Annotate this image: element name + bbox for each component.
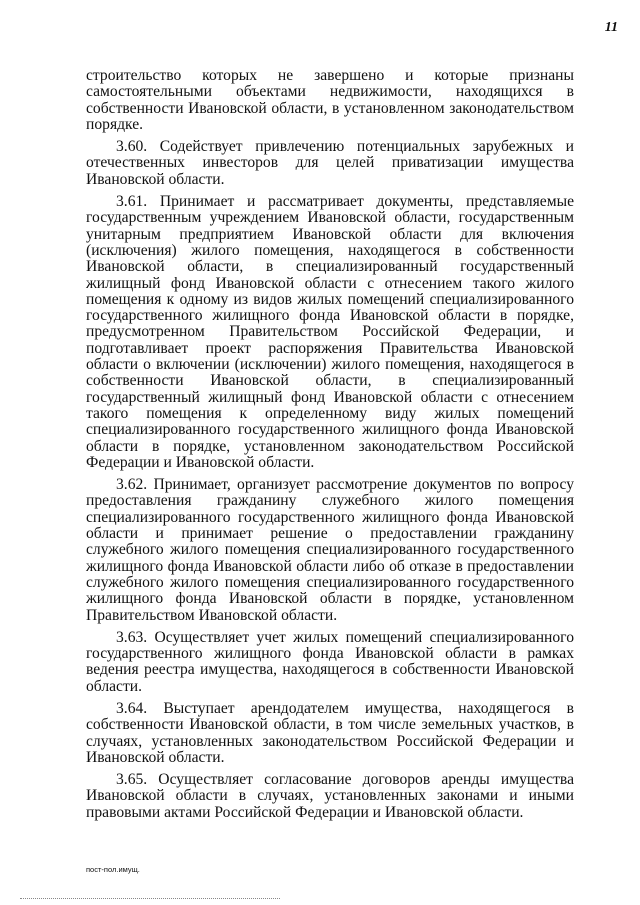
paragraph-3-60: 3.60. Содействует привлечению потенциальных зарубежных и отечественных инвесторов для целей приватизации имущества Ивановской области.	[86, 138, 574, 188]
paragraph-3-65: 3.65. Осуществляет согласование договоров аренды имущества Ивановской области в случаях, установленных законами и иными правовыми актами Российской Федерации и Ивановской области.	[86, 771, 574, 821]
paragraph-3-62: 3.62. Принимает, организует рассмотрение документов по вопросу предоставления гражданину служебного жилого помещения специализированного государственного жилищного фонда Ивановской области и принимает решение о предоставлении гражданину служебного жилого помещения специализированного государственного жилищного фонда Ивановской области либо об отказе в предоставлении служебного жилого помещения специализированного государственного жилищного фонда Ивановской области в порядке, установленном Правительством Ивановской области.	[86, 476, 574, 624]
page-number: 11	[604, 20, 618, 35]
paragraph-3-64: 3.64. Выступает арендодателем имущества, находящегося в собственности Ивановской области, в том числе земельных участков, в случаях, установленных законодательством Российской Федерации и Ивановской области.	[86, 699, 574, 766]
paragraph-3-63: 3.63. Осуществляет учет жилых помещений специализированного государственного жилищного фонда Ивановской области в рамках ведения реестра имущества, находящегося в собственности Ивановской области.	[86, 628, 574, 695]
footer-divider	[20, 898, 280, 899]
footer-note: пост-пол.имущ.	[86, 865, 140, 874]
paragraph-3-61: 3.61. Принимает и рассматривает документы, представляемые государственным учреждением Ивановской области, государственным унитарным предприятием Ивановской области для включения (исключения) жилого помещения, находящегося в собственности Ивановской области, в специализированный государственный жилищный фонд Ивановской области с отнесением такого жилого помещения к одному из видов жилых помещений специализированного государственного жилищного фонда Ивановской области в порядке, предусмотренном Правительством Российской Федерации, и подготавливает проект распоряжения Правительства Ивановской области о включении (исключении) жилого помещения, находящегося в собственности Ивановской области, в специализированный государственный жилищный фонд Ивановской области с отнесением такого помещения к определенному виду жилых помещений специализированного государственного жилищного фонда Ивановской области в порядке, установленном законодательством Российской Федерации и Ивановской области.	[86, 193, 574, 471]
document-body	[86, 68, 574, 827]
paragraph-continuation: строительство которых не завершено и которые признаны самостоятельными объектами недвижимости, находящихся в собственности Ивановской области, в установленном законодательством порядке.	[86, 67, 574, 133]
